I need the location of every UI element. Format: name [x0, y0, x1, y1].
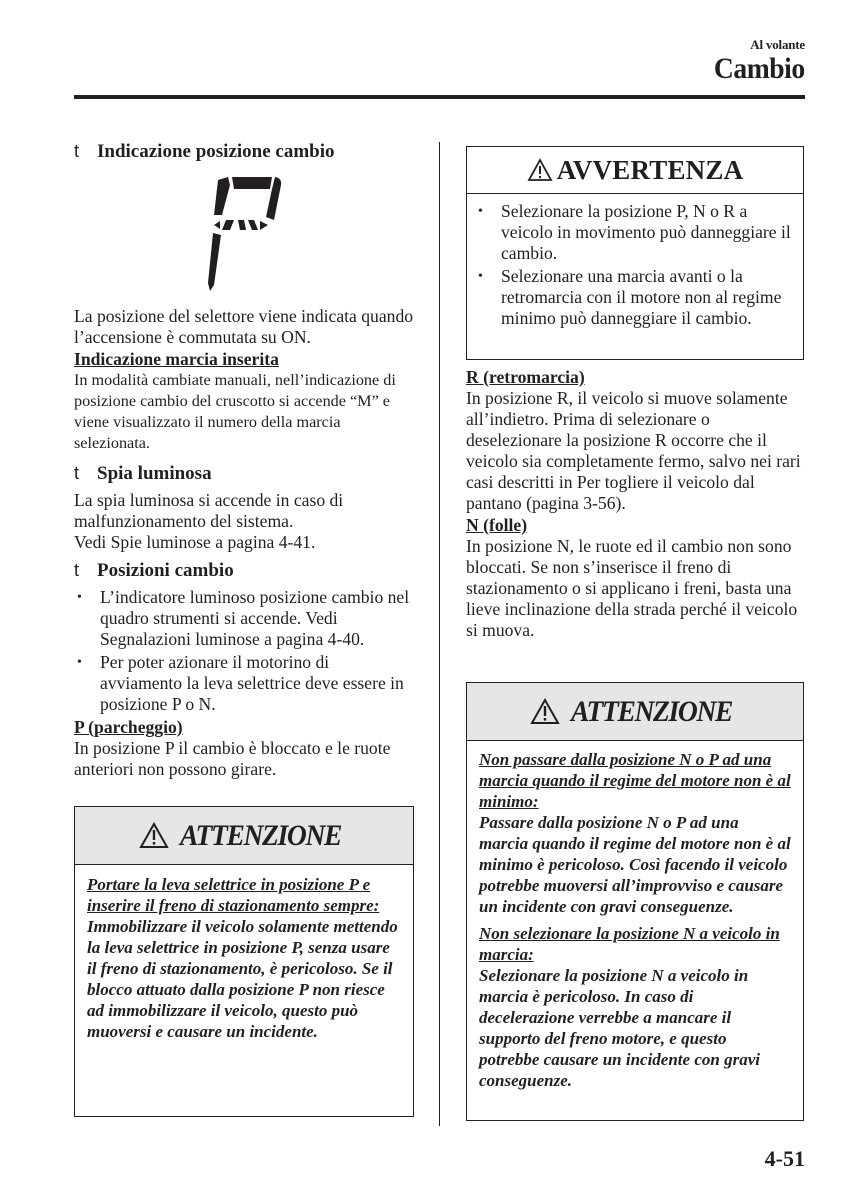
gear-positions-list [74, 587, 414, 715]
gear-indication-text: La posizione del selettore viene indicata quando l’accensione è commutata su ON. [74, 306, 414, 347]
section-heading-warning-light [74, 460, 414, 487]
section-heading-text: Indicazione posizione cambio [97, 141, 335, 162]
left-column [74, 138, 414, 780]
caution-lead: Portare la leva selettrice in posizione P e inserire il freno di stazionamento sempre: [87, 875, 380, 915]
warning-light-ref: Vedi Spie luminose a pagina 4-41. [74, 532, 316, 552]
section-bullet-icon: t [74, 560, 80, 580]
warning-light-text: La spia luminosa si accende in caso di malfunzionamento del sistema. [74, 490, 344, 531]
caution-text-1: Passare dalla posizione N o P ad una marcia quando il regime del motore non è al minimo è pericoloso. Così facendo il veicolo potrebbe muoversi all’improvviso e causare un incidente con gravi conseguenze. [479, 813, 791, 916]
section-bullet-icon: t [74, 141, 80, 161]
subheading-gear-engaged: Indicazione marcia inserita [74, 349, 279, 369]
section-heading-gear-positions [74, 557, 414, 584]
section-heading-text: Posizioni cambio [97, 560, 234, 581]
caution-title: ATTENZIONE [180, 818, 342, 852]
neutral-text: In posizione N, le ruote ed il cambio non sono bloccati. Se non s’inserisce il freno di stazionamento o si applicano i freni, basta una lieve inclinazione della strada perché il veicolo si muova. [466, 536, 798, 640]
reverse-text: In posizione R, il veicolo si muove solamente all’indietro. Prima di selezionare o deselezionare la posizione R occorre che il veicolo sia completamente fermo, salvo nei rari casi descritti in Per togliere il veicolo dal pantano (pagina 3-56). [466, 388, 801, 513]
caution-box-neutral [466, 682, 804, 1121]
list-item: • Per poter azionare il motorino di avviamento la leva selettrice deve essere in posizione P o N. [74, 652, 414, 715]
subheading-neutral: N (folle) [466, 515, 528, 535]
section-bullet-icon: t [74, 463, 80, 483]
section-name: Al volante [750, 37, 805, 52]
list-item: • Selezionare la posizione P, N o R a veicolo in movimento può danneggiare il cambio. [475, 201, 793, 264]
caution-text: Immobilizzare il veicolo solamente mettendo la leva selettrice in posizione P, senza usare il freno di stazionamento, è pericoloso. Se il blocco attuato dalla posizione P non riesce ad immobilizzare il veicolo, questo può muoversi e causare un incidente. [87, 917, 398, 1041]
caution-body [467, 741, 803, 1099]
gear-engaged-text: In modalità cambiate manuali, nell’indicazione di posizione cambio del cruscotto si accende “M” e viene visualizzato il numero della marcia selezionata. [74, 371, 396, 452]
caution-header [75, 807, 413, 865]
caution-lead-2: Non selezionare la posizione N a veicolo in marcia: [479, 924, 780, 964]
page-number: 4-51 [764, 1146, 805, 1171]
caution-body [75, 865, 413, 1050]
right-column [466, 366, 804, 641]
caution-text-2: Selezionare la posizione N a veicolo in marcia è pericoloso. In caso di decelerazione verrebbe a mancare il supporto del freno motore, e questo potrebbe causare un incidente con gravi conseguenze. [479, 966, 760, 1090]
warning-list [475, 201, 793, 329]
list-item: • Selezionare una marcia avanti o la retromarcia con il motore non al regime minimo può danneggiare il cambio. [475, 266, 793, 329]
page-title: Cambio [714, 52, 805, 85]
caution-box-park [74, 806, 414, 1117]
warning-triangle-icon [139, 822, 169, 849]
caution-lead-1: Non passare dalla posizione N o P ad una marcia quando il regime del motore non è al minimo: [479, 750, 791, 811]
gear-position-P-display-icon [202, 175, 282, 295]
column-divider [439, 142, 440, 1126]
warning-header [467, 147, 803, 194]
warning-triangle-icon [527, 158, 553, 182]
caution-header [467, 683, 803, 741]
subheading-park: P (parcheggio) [74, 717, 183, 737]
warning-title: AVVERTENZA [556, 154, 744, 185]
section-heading-gear-indication [74, 138, 414, 165]
caution-title: ATTENZIONE [571, 694, 733, 728]
warning-triangle-icon [530, 698, 560, 725]
subheading-reverse: R (retromarcia) [466, 367, 585, 387]
warning-body [467, 194, 803, 337]
warning-box [466, 146, 804, 360]
section-heading-text: Spia luminosa [97, 463, 212, 484]
park-text: In posizione P il cambio è bloccato e le ruote anteriori non possono girare. [74, 738, 391, 779]
header-rule [74, 95, 805, 99]
list-item: • L’indicatore luminoso posizione cambio nel quadro strumenti si accende. Vedi Segnalazioni luminose a pagina 4-40. [74, 587, 414, 650]
